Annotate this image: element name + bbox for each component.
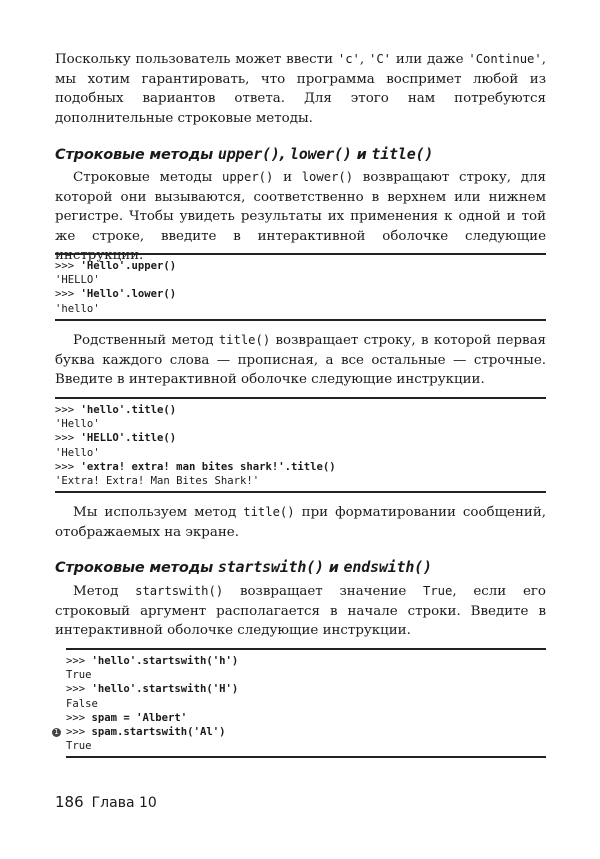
text: или даже (391, 52, 469, 67)
inline-code: title() (243, 505, 295, 519)
code-line: 'Extra! Extra! Man Bites Shark!' (55, 475, 260, 488)
text: Мы используем метод (73, 505, 244, 520)
code-line: >>> 'extra! extra! man bites shark!'.title() (55, 460, 336, 473)
heading-code: endswith() (343, 558, 432, 576)
title-usage-paragraph (55, 503, 546, 542)
inline-code: startswith() (135, 584, 224, 598)
heading-text: , (279, 147, 290, 163)
chapter-label: Глава 10 (91, 795, 157, 811)
text: , мы хотим гарантировать, что программа воспримет любой из подобных вариантов ответа. Для этого нам потребуются дополнительные строковые методы. (55, 52, 546, 126)
code-block-startswith (54, 648, 546, 758)
text: возвращает строку, в которой первая буква каждого слова — прописная, а все остальные — строчные. Введите в интерактивной оболочке следующие инструкции. (55, 333, 546, 388)
inline-code: title() (218, 333, 271, 347)
heading-text: Строковые методы (55, 560, 218, 576)
code-line: >>> 'HELLO'.title() (55, 432, 177, 445)
code-line: >>> 'hello'.title() (55, 404, 177, 416)
text: возвращает значение (223, 584, 423, 599)
text: Метод (73, 584, 136, 599)
text: Родственный метод (73, 333, 219, 348)
code-line: >>> spam = 'Albert' (66, 711, 188, 724)
code-line: >>> 'Hello'.upper() (55, 260, 177, 272)
code-line: False (66, 697, 98, 710)
code-line: True (66, 740, 92, 753)
code-block-upper-lower (55, 253, 546, 321)
inline-code: lower() (301, 170, 354, 184)
code-line: 'Hello' (55, 446, 100, 459)
code-line: >>> 'Hello'.lower() (55, 288, 177, 301)
code-line-marked: 1 >>> spam.startswith('Al') (66, 725, 546, 739)
section-heading-upper-lower-title (55, 144, 546, 165)
text: Поскольку пользователь может ввести (55, 52, 338, 67)
code-line: True (66, 669, 92, 682)
heading-text: и (351, 147, 372, 163)
text: , если его строковый аргумент располагается в начале строки. Введите в интерактивной оболочке следующие инструкции. (55, 584, 546, 639)
intro-paragraph (55, 50, 546, 128)
callout-marker-icon: 1 (52, 728, 61, 737)
heading-text: Строковые методы (55, 147, 218, 163)
inline-code: upper() (221, 170, 274, 184)
heading-code: lower() (289, 145, 352, 163)
inline-code: 'Continue' (468, 52, 542, 66)
startswith-paragraph (55, 582, 546, 641)
text: при форматировании сообщений, отображаемых на экране. (55, 505, 546, 540)
code-line: 'HELLO' (55, 274, 100, 287)
upper-lower-paragraph (55, 168, 546, 266)
page-footer (55, 792, 157, 813)
heading-text: и (323, 560, 344, 576)
code-block-title (55, 397, 546, 493)
heading-code: upper() (217, 145, 280, 163)
text: возвращают строку, для которой они вызываются, соответственно в верхнем или нижнем регистре. Чтобы увидеть результаты их применения к одной и той же строке, введите в интерактивной оболочке следующие инструкции. (55, 170, 546, 264)
text: Строковые методы (73, 170, 222, 185)
code-line: 'hello' (55, 302, 100, 315)
code-line: >>> 'hello'.startswith('h') (66, 655, 239, 667)
code-line: >>> 'hello'.startswith('H') (66, 683, 239, 696)
page-number: 186 (55, 793, 84, 811)
text: и (273, 170, 302, 185)
inline-code: True (423, 584, 453, 598)
text: , (359, 52, 369, 67)
inline-code: 'c' (337, 52, 360, 66)
title-paragraph (55, 331, 546, 390)
heading-code: startswith() (217, 558, 324, 576)
section-heading-startswith-endswith (55, 557, 546, 578)
inline-code: 'C' (368, 52, 391, 66)
code-line: 'Hello' (55, 418, 100, 431)
heading-code: title() (371, 145, 434, 163)
